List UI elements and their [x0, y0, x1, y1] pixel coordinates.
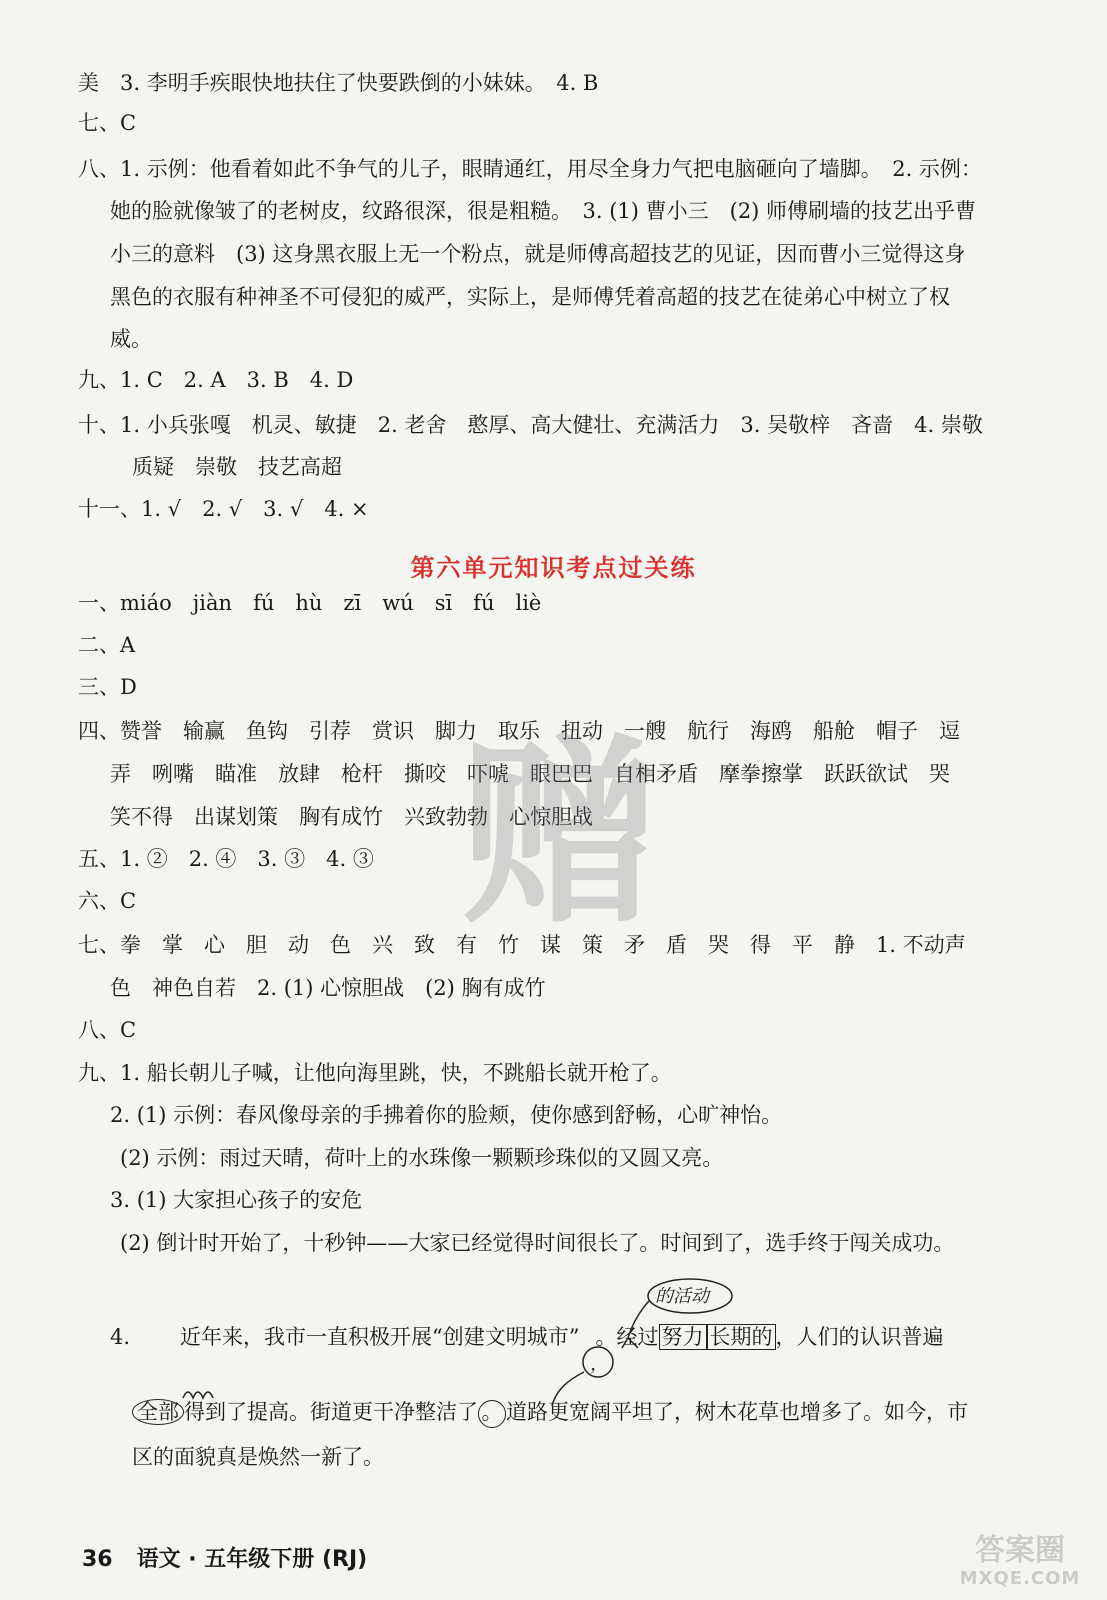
answer-line: 色 神色自若 2. (1) 心惊胆战 (2) 胸有成竹: [110, 976, 546, 1000]
circled-period: 。: [478, 1400, 506, 1428]
site-stamp: [945, 1534, 1095, 1592]
q4-text: 。经过: [595, 1325, 659, 1349]
q4-line-3: 区的面貌真是焕然一新了。: [132, 1445, 384, 1469]
delete-loop: [183, 1392, 213, 1398]
answer-line: 五、1. ② 2. ④ 3. ③ 4. ③: [78, 847, 374, 871]
q4-number: 4.: [110, 1325, 131, 1349]
boxed-word: 努力: [659, 1324, 707, 1350]
answer-line: (2) 示例：雨过天晴，荷叶上的水珠像一颗颗珍珠似的又圆又亮。: [120, 1146, 724, 1170]
answer-line: 3. (1) 大家担心孩子的安危: [110, 1188, 363, 1212]
gift-watermark: 赠: [459, 718, 660, 951]
answer-line: 弄 咧嘴 瞄准 放肆 枪杆 撕咬 吓唬 眼巴巴 自相矛盾 摩拳擦掌 跃跃欲试 哭: [110, 762, 950, 786]
comma-bubble: [583, 1347, 613, 1377]
answer-line: 四、赞誉 输赢 鱼钩 引荐 赏识 脚力 取乐 扭动 一艘 航行 海鸥 船舱 帽子 逗: [78, 719, 960, 743]
page-number: 36: [82, 1547, 113, 1572]
q4-text: 道路更宽阔平坦了，树木花草也增多了。如今，市: [506, 1400, 968, 1424]
answer-line: 七、C: [78, 111, 137, 135]
answer-line: 十一、1. √ 2. √ 3. √ 4. ×: [78, 497, 369, 521]
q4-text: 得到了提高。街道更干净整洁了: [184, 1400, 478, 1424]
answer-line: 笑不得 出谋划策 胸有成竹 兴致勃勃 心惊胆战: [110, 805, 593, 829]
q4-text: ，人们的认识普遍: [775, 1325, 944, 1349]
answer-line: (2) 倒计时开始了，十秒钟——大家已经觉得时间很长了。时间到了，选手终于闯关成功。: [120, 1231, 955, 1255]
answer-line: 八、C: [78, 1018, 137, 1042]
q4-text: 近年来，我市一直积极开展“创建文明城市”: [180, 1325, 580, 1349]
answer-line: 六、C: [78, 889, 137, 913]
answer-line: 一、miáo jiàn fú hù zī wú sī fú liè: [78, 591, 542, 615]
answer-line: 九、1. 船长朝儿子喊，让他向海里跳，快，不跳船长就开枪了。: [78, 1061, 672, 1085]
handwritten-comma: ，: [590, 1354, 608, 1375]
stamp-title: 答案圈: [975, 1533, 1065, 1568]
answer-line: 小三的意料 (3) 这身黑衣服上无一个粉点，就是师傅高超技艺的见证，因而曹小三觉得这身: [110, 242, 966, 266]
boxed-word: 长期的: [707, 1324, 776, 1350]
book-title: 语文 · 五年级下册 (RJ): [136, 1547, 368, 1572]
answer-line: 三、D: [78, 675, 137, 699]
handwritten-insert: 的活动: [655, 1286, 709, 1307]
circled-word: 全部: [132, 1399, 184, 1425]
answer-line: 2. (1) 示例：春风像母亲的手拂着你的脸颊，使你感到舒畅，心旷神怡。: [110, 1103, 783, 1127]
stamp-url: MXQE.COM: [959, 1568, 1081, 1589]
comma-arrow: [552, 1372, 584, 1406]
answer-line: 二、A: [78, 633, 136, 657]
answer-line: 黑色的衣服有种神圣不可侵犯的威严，实际上，是师傅凭着高超的技艺在徒弟心中树立了权: [110, 285, 950, 309]
answer-line: 美 3. 李明手疾眼快地扶住了快要跌倒的小妹妹。 4. B: [78, 71, 599, 95]
answer-line: 八、1. 示例：他看着如此不争气的儿子，眼睛通红，用尽全身力气把电脑砸向了墙脚。 2. 示例：: [78, 157, 982, 181]
insert-caret: [622, 1300, 650, 1348]
answer-line: 十、1. 小兵张嘎 机灵、敏捷 2. 老舍 憨厚、高大健壮、充满活力 3. 吴敬梓 吝啬 4. 崇敬: [78, 413, 983, 437]
answer-line: 质疑 崇敬 技艺高超: [132, 455, 342, 479]
section-title: 第六单元知识考点过关练: [410, 553, 697, 582]
page-footer: [82, 1542, 367, 1573]
answer-line: 她的脸就像皱了的老树皮，纹路很深，很是粗糙。 3. (1) 曹小三 (2) 师傅刷墙的技艺出乎曹: [110, 199, 977, 223]
answer-line: 七、拳 掌 心 胆 动 色 兴 致 有 竹 谋 策 矛 盾 哭 得 平 静 1. 不动声: [78, 933, 966, 957]
insert-bubble: [648, 1279, 732, 1313]
answer-line: 九、1. C 2. A 3. B 4. D: [78, 368, 354, 392]
answer-line: 威。: [110, 327, 152, 351]
